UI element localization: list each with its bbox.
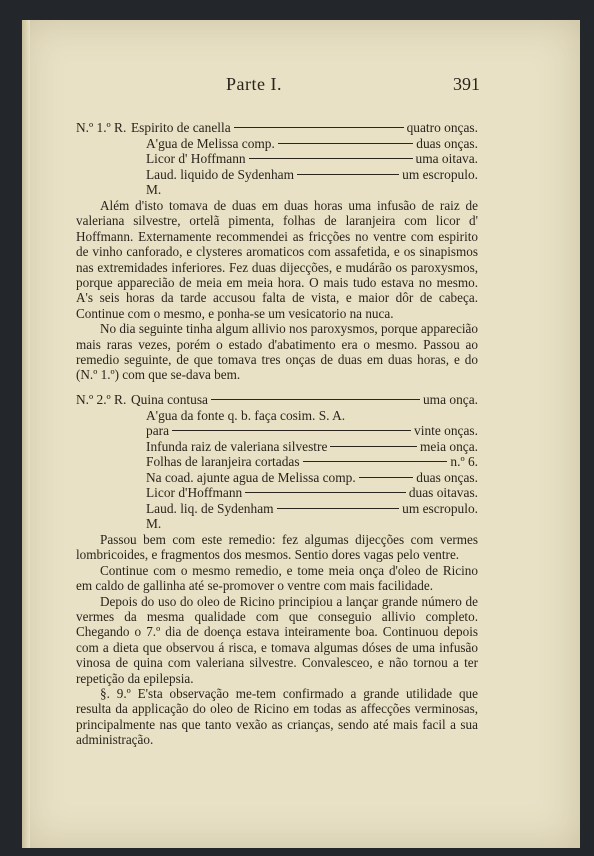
leader-line xyxy=(277,508,400,509)
prescription-line xyxy=(76,120,478,136)
ingredient: Laud. liquido de Sydenham xyxy=(146,166,295,182)
leader-line xyxy=(211,399,420,400)
prescription-number: N.º 1.º R. xyxy=(76,120,127,135)
prescription-number: N.º 2.º R. xyxy=(76,392,127,407)
leader-line xyxy=(234,127,404,128)
ingredient: Infunda raiz de valeriana silvestre xyxy=(146,438,328,454)
running-title: Parte I. xyxy=(226,74,282,94)
ingredient: A'gua da fonte q. b. faça cosim. S. A. xyxy=(146,407,346,423)
quantity: duas onças. xyxy=(416,135,478,151)
body-text-2 xyxy=(76,532,478,748)
quantity: vinte onças. xyxy=(414,423,478,438)
prescription-line xyxy=(76,423,478,439)
quantity: uma onça. xyxy=(422,392,478,407)
prescription-line xyxy=(76,470,478,486)
paragraph: §. 9.º E'sta observação me-tem confirmado a grande utilidade que resulta da applicação do oleo de Ricino em todas as affecções verminosas, principalmente nas que tanto vexão as crianças, sendo até mais facil a sua administração. xyxy=(76,686,478,748)
quantity: uma oitava. xyxy=(415,151,478,166)
prescription-line xyxy=(76,454,478,470)
ingredient: Laud. liq. de Sydenham xyxy=(146,500,274,516)
leader-line xyxy=(297,174,399,175)
paragraph: Continue com o mesmo remedio, e tome meia onça d'oleo de Ricino em caldo de gallinha até se-promover o ventre com mais facilidade. xyxy=(76,562,478,594)
prescription-line xyxy=(76,167,478,183)
quantity: um escropulo. xyxy=(402,166,478,182)
page-number: 391 xyxy=(453,74,480,94)
ingredient: para xyxy=(146,423,170,438)
prescription-2 xyxy=(76,392,478,532)
ingredient: Licor d'Hoffmann xyxy=(146,485,243,500)
page-header xyxy=(76,70,478,100)
quantity: duas onças. xyxy=(416,469,478,485)
quantity: n.º 6. xyxy=(450,454,478,469)
quantity: quatro onças. xyxy=(406,120,478,135)
quantity: duas oitavas. xyxy=(408,485,478,500)
prescription-line xyxy=(76,408,478,424)
prescription-1 xyxy=(76,120,478,198)
ingredient: Na coad. ajunte agua de Melissa comp. xyxy=(146,469,356,485)
book-page xyxy=(22,20,580,848)
prescription-line xyxy=(76,501,478,517)
misce-mark: M. xyxy=(146,516,162,531)
leader-line xyxy=(330,446,417,447)
paragraph: Passou bem com este remedio: fez algumas dijecções com vermes lombricoides, e fragmentos dos mesmos. Sentio dores vagas pelo ventre. xyxy=(76,532,478,563)
leader-line xyxy=(278,143,413,144)
ingredient: Quina contusa xyxy=(131,392,208,407)
prescription-line xyxy=(76,136,478,152)
prescription-line xyxy=(76,485,478,501)
page-spine-shadow xyxy=(22,20,30,848)
paragraph: Depois do uso do oleo de Ricino principiou a lançar grande número de vermes da mesma qualidade com que conseguio allivio completo. Chegando o 7.º dia de doença estava inteiramente boa. Continuou depois com a dieta que observou á risca, e tomava algumas dóses de uma infusão vinosa de quina com valeriana silvestre. Convalesceo, e não tornou a ter repetição da epilepsia. xyxy=(76,593,478,686)
prescription-line xyxy=(76,151,478,167)
quantity: um escropulo. xyxy=(402,500,478,516)
paragraph: No dia seguinte tinha algum allivio nos paroxysmos, porque apparecião mais raras vezes, porém o estado d'abatimento era o mesmo. Passou ao remedio seguinte, de que tomava tres onças de duas em duas horas, e do (N.º 1.º) com que se-dava bem. xyxy=(76,321,478,383)
ingredient: Folhas de laranjeira cortadas xyxy=(146,454,300,469)
leader-line xyxy=(359,477,414,478)
prescription-line xyxy=(76,439,478,455)
prescription-line xyxy=(76,182,478,198)
ingredient: Espirito de canella xyxy=(131,120,231,135)
leader-line xyxy=(245,492,406,493)
leader-line xyxy=(303,461,448,462)
body-text-1 xyxy=(76,198,478,383)
paragraph: Além d'isto tomava de duas em duas horas uma infusão de raiz de valeriana silvestre, ortelã pimenta, folhas de laranjeira com licor d' Hoffmann. Externamente recommendei as fricções no ventre com espirito de vinho canforado, e clysteres aromaticos com assafetida, e os sinapismos nas extremidades inferiores. Fez duas dijecções, e mudárão os paroxysmos, porque apparecião de meia em meia hora. O mais tudo estava no mesmo. A's seis horas da tarde accusou falta de vista, e maior dôr de cabeça. Continue com o mesmo, e ponha-se um vesicatorio na nuca. xyxy=(76,198,478,321)
prescription-line xyxy=(76,392,478,408)
ingredient: Licor d' Hoffmann xyxy=(146,151,246,166)
leader-line xyxy=(172,430,411,431)
misce-mark: M. xyxy=(146,182,162,197)
prescription-line xyxy=(76,516,478,532)
ingredient: A'gua de Melissa comp. xyxy=(146,135,275,151)
quantity: meia onça. xyxy=(420,438,478,454)
leader-line xyxy=(249,158,413,159)
